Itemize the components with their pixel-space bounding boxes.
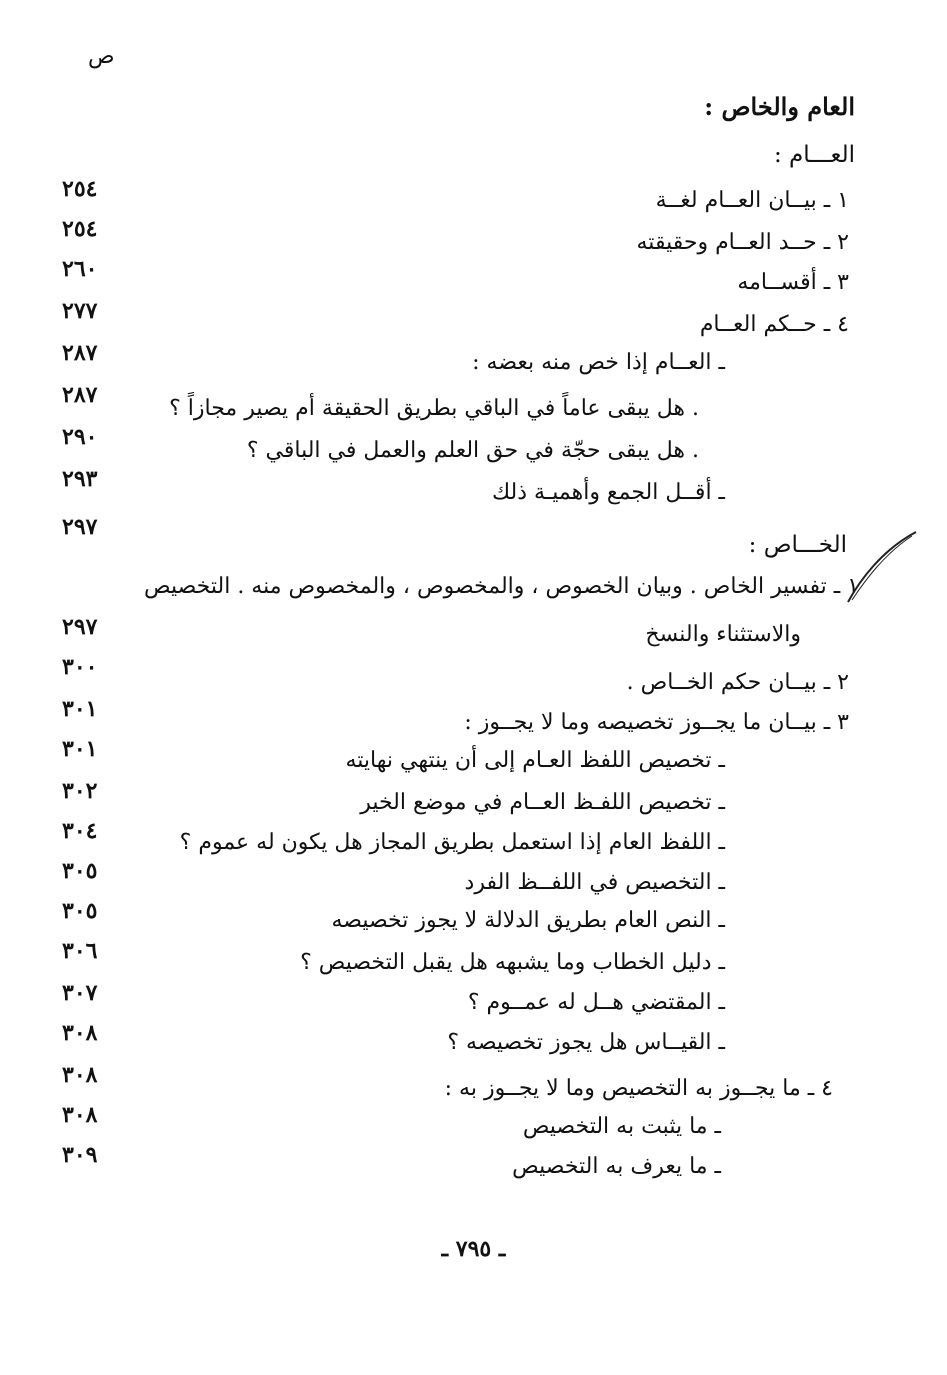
page-number: ٣٠٨ xyxy=(62,1102,98,1128)
toc-entry: ٣ ـ أقســامه xyxy=(737,270,849,295)
toc-entry: ـ العــام إذا خص منه بعضه : xyxy=(472,350,725,375)
toc-entry: ٢ ـ حــد العــام وحقيقته xyxy=(636,230,849,255)
pen-mark-icon xyxy=(842,528,922,608)
page-number: ٢٩٠ xyxy=(62,424,98,450)
page-number: ٣٠٨ xyxy=(62,1020,98,1046)
toc-entry: ـ دليل الخطاب وما يشبهه هل يقبل التخصيص ؟ xyxy=(300,950,725,975)
page-number: ٢٨٧ xyxy=(62,340,98,366)
page-number: ٢٩٣ xyxy=(62,466,98,492)
section-title: العام والخاص : xyxy=(704,92,855,121)
page-footer-number: ـ ٧٩٥ ـ xyxy=(441,1236,506,1262)
page-corner-label: ص xyxy=(88,44,115,69)
page-number: ٣٠٩ xyxy=(62,1142,98,1168)
toc-entry: ـ المقتضي هــل له عمــوم ؟ xyxy=(467,990,725,1015)
toc-entry: ٤ ـ حــكم العــام xyxy=(699,312,849,337)
page-number: ٣٠٥ xyxy=(62,858,98,884)
page-number: ٣٠١ xyxy=(62,736,98,762)
toc-entry: ـ تخصيص اللفـظ العــام في موضع الخير xyxy=(360,790,725,815)
page-number: ٢٩٧ xyxy=(62,614,98,640)
page-number: ٣٠٧ xyxy=(62,980,98,1006)
toc-entry: ـ أقــل الجمع وأهميـة ذلك xyxy=(491,480,725,505)
page-number: ٣٠٢ xyxy=(62,778,98,804)
toc-entry: ـ التخصيص في اللفــظ الفرد xyxy=(464,870,725,895)
toc-entry: ٤ ـ ما يجــوز به التخصيص وما لا يجــوز به : xyxy=(444,1076,833,1101)
toc-entry: ـ القيــاس هل يجوز تخصيصه ؟ xyxy=(447,1030,725,1055)
page-number: ٢٥٤ xyxy=(62,216,98,242)
page-number: ٢٩٧ xyxy=(62,514,98,540)
page-number: ٣٠٥ xyxy=(62,898,98,924)
toc-entry: ـ ما يثبت به التخصيص xyxy=(522,1114,721,1139)
toc-entry: ٣ ـ بيــان ما يجــوز تخصيصه وما لا يجــوز : xyxy=(464,710,849,735)
toc-entry: ـ تخصيص اللفظ العـام إلى أن ينتهي نهايته xyxy=(345,748,725,773)
toc-entry: ـ ما يعرف به التخصيص xyxy=(512,1154,721,1179)
toc-entry: ـ اللفظ العام إذا استعمل بطريق المجاز هل يكون له عموم ؟ xyxy=(179,830,725,855)
toc-entry: ١ ـ تفسير الخاص . وبيان الخصوص ، والمخصوص ، والمخصوص منه . التخصيص xyxy=(144,574,859,599)
toc-entry: . هل يبقى عاماً في الباقي بطريق الحقيقة أم يصير مجازاً ؟ xyxy=(169,396,699,421)
toc-entry: ـ النص العام بطريق الدلالة لا يجوز تخصيصه xyxy=(331,908,725,933)
page-number: ٣٠٤ xyxy=(62,818,98,844)
toc-entry: والاستثناء والنسخ xyxy=(645,622,801,647)
page-number: ٣٠٠ xyxy=(62,654,98,680)
toc-entry: ١ ـ بيــان العــام لغــة xyxy=(655,188,849,213)
page-number: ٢٥٤ xyxy=(62,176,98,202)
page-number: ٣٠٦ xyxy=(62,938,98,964)
page-number: ٣٠١ xyxy=(62,696,98,722)
page-number: ٢٧٧ xyxy=(62,298,98,324)
general-heading: العـــام : xyxy=(773,142,855,168)
toc-entry: ٢ ـ بيــان حكم الخــاص . xyxy=(626,670,849,695)
page-number: ٢٦٠ xyxy=(62,256,98,282)
special-heading: الخـــاص : xyxy=(748,532,847,558)
page-number: ٣٠٨ xyxy=(62,1062,98,1088)
page-number: ٢٨٧ xyxy=(62,382,98,408)
toc-entry: . هل يبقى حجّة في حق العلم والعمل في الباقي ؟ xyxy=(246,438,699,463)
